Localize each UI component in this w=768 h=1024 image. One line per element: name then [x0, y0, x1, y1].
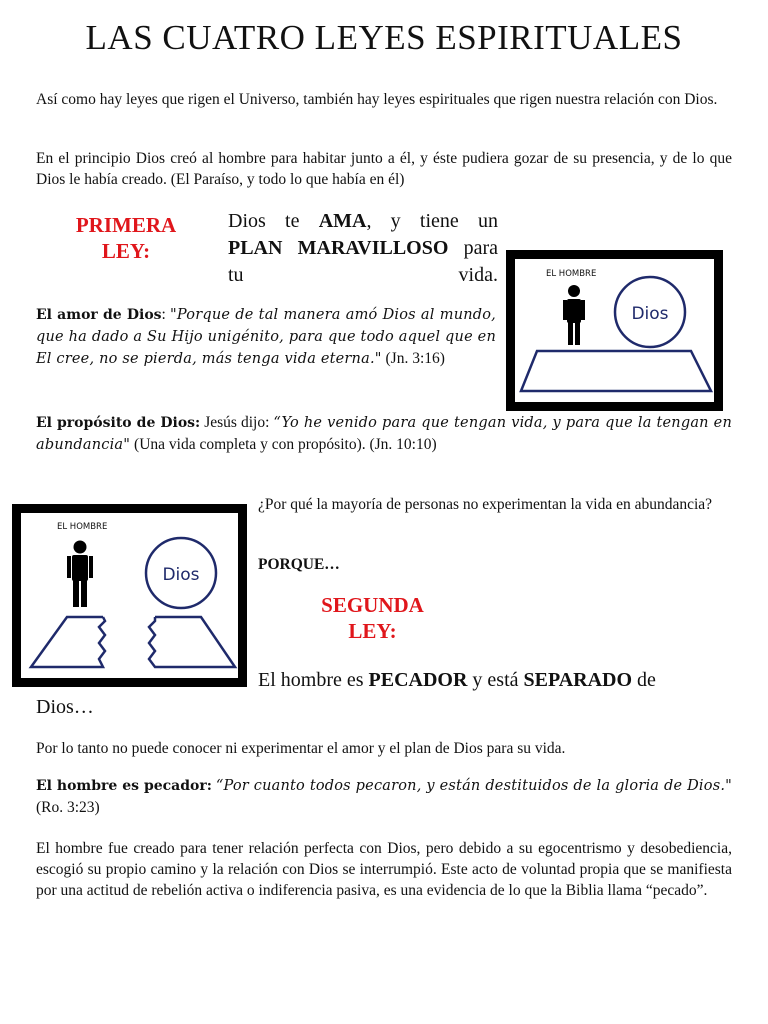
consequence-paragraph: Por lo tanto no puede conocer ni experimentar el amor y el plan de Dios para su vida.: [36, 740, 566, 757]
man-is-sinner-paragraph: El hombre es pecador: “Por cuanto todos pecaron, y están destituidos de la gloria de Dios." (Ro. 3:23): [36, 778, 733, 816]
second-law-label-line2: LEY:: [348, 619, 397, 643]
page-title: LAS CUATRO LEYES ESPIRITUALES: [85, 18, 683, 57]
second-law-statement: El hombre es PECADOR y está SEPARADO de: [258, 669, 656, 691]
figure-man-separated-from-god: [12, 504, 247, 687]
man-icon: [563, 285, 585, 345]
second-law-label-line1: SEGUNDA: [321, 593, 424, 617]
love-of-god-paragraph: El amor de Dios: "Porque de tal manera amó Dios al mundo, que ha dado a Su Hijo unigénito, para que todo aquel que en El cree, no se pierda, más tenga vida eterna." (Jn. 3:16): [36, 306, 496, 367]
figure1-man-label: EL HOMBRE: [546, 269, 597, 279]
purpose-of-god-paragraph: El propósito de Dios: Jesús dijo: “Yo he venido para que tengan vida, y para que la tengan en abundancia" (Una vida completa y con propósito). (Jn. 10:10): [36, 414, 732, 453]
god-side-ground-icon: [149, 617, 235, 667]
figure2-god-label: Dios: [162, 565, 200, 585]
first-law-label-line1: PRIMERA: [75, 213, 177, 237]
first-law-label: [66, 212, 186, 264]
united-ground-icon: [521, 351, 711, 391]
second-law-label: [300, 592, 445, 643]
plan-maravilloso: PLAN MARAVILLOSO: [228, 237, 449, 259]
final-paragraph: El hombre fue creado para tener relación perfecta con Dios, pero debido a su egocentrismo y desobediencia, escogió su propio camino y la relación con Dios se interrumpió. Este acto de voluntad propia que se manifiesta por una actitud de rebelión activa o indiferencia pasiva, es una evidencia de lo que la Biblia llama “pecado”.: [36, 840, 732, 899]
man-icon: [67, 541, 93, 608]
intro-paragraph-1: Así como hay leyes que rigen el Universo, también hay leyes espirituales que rigen nuestra relación con Dios.: [36, 91, 718, 108]
figure-man-and-god: [506, 250, 723, 411]
second-law-statement-continued: Dios…: [36, 696, 94, 718]
man-side-ground-icon: [31, 617, 105, 667]
intro-paragraph-2: En el principio Dios creó al hombre para habitar junto a él, y éste pudiera gozar de su presencia, y de lo que Dios le había creado. (El Paraíso, y todo lo que había en él): [36, 150, 732, 188]
figure1-god-label: Dios: [631, 304, 669, 324]
porque-text: PORQUE…: [258, 556, 340, 573]
question-paragraph: ¿Por qué la mayoría de personas no experimentan la vida en abundancia?: [258, 496, 713, 513]
figure2-man-label: EL HOMBRE: [57, 522, 108, 532]
first-law-label-line2: LEY:: [101, 239, 151, 263]
first-law-statement: Dios te AMA, y tiene un PLAN MARAVILLOSO para tu vida.: [228, 210, 499, 286]
